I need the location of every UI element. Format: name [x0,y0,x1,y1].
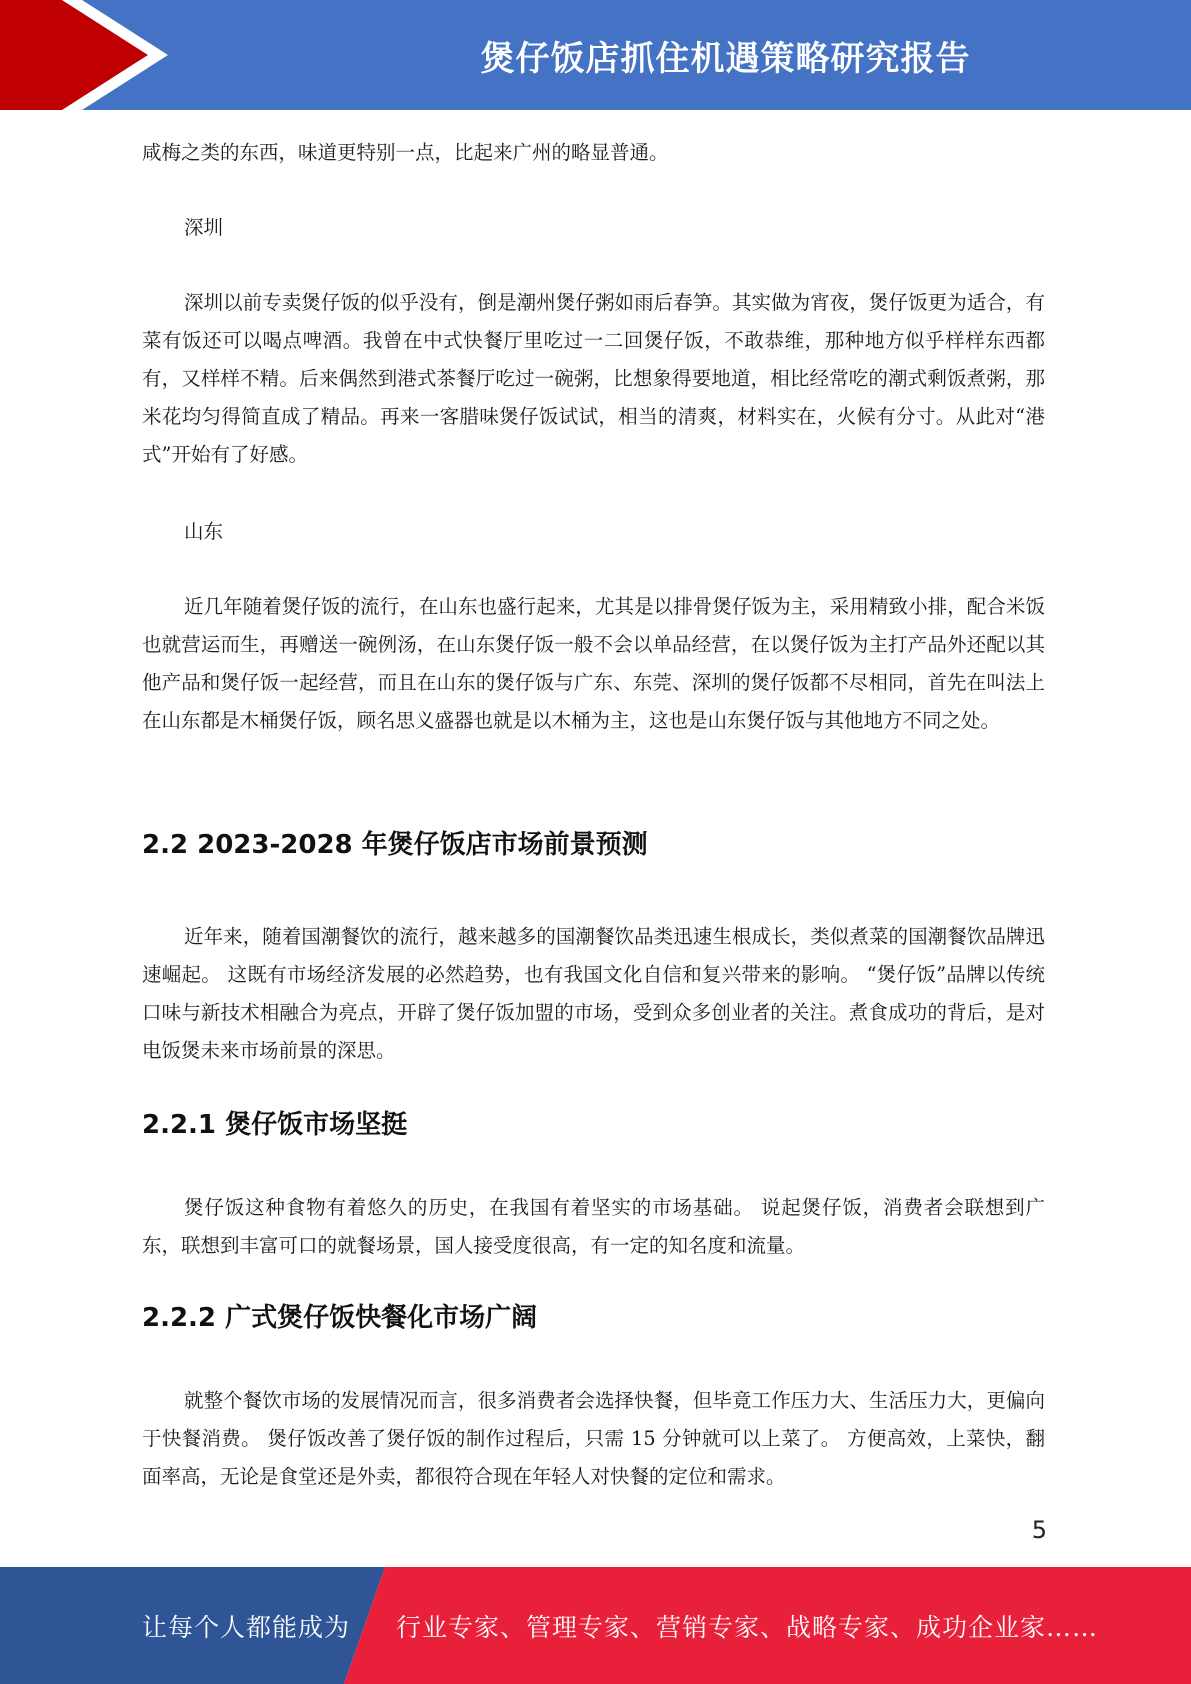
paragraph-shenzhen: 深圳以前专卖煲仔饭的似乎没有，倒是潮州煲仔粥如雨后春笋。其实做为宵夜，煲仔饭更为适合，有菜有饭还可以喝点啤酒。我曾在中式快餐厅里吃过一二回煲仔饭，不敢恭维，那种地方似乎样样东西都有，又样样不精。后来偶然到港式茶餐厅吃过一碗粥，比想象得要地道，相比经常吃的潮式剩饭煮粥，那米花均匀得简直成了精品。再来一客腊味煲仔饭试试，相当的清爽，材料实在，火候有分寸。从此对“港式”开始有了好感。 [142,291,1045,466]
paragraph-2-2-1: 煲仔饭这种食物有着悠久的历史，在我国有着坚实的市场基础。 说起煲仔饭，消费者会联想到广东，联想到丰富可口的就餐场景，国人接受度很高，有一定的知名度和流量。 [142,1196,1045,1257]
page-number: 5 [1031,1516,1047,1544]
report-title: 煲仔饭店抓住机遇策略研究报告 [480,38,971,79]
paragraph-shandong: 近几年随着煲仔饭的流行，在山东也盛行起来，尤其是以排骨煲仔饭为主，采用精致小排，配合米饭也就营运而生，再赠送一碗例汤，在山东煲仔饭一般不会以单品经营，在以煲仔饭为主打产品外还配以其他产品和煲仔饭一起经营，而且在山东的煲仔饭与广东、东莞、深圳的煲仔饭都不尽相同，首先在叫法上在山东都是木桶煲仔饭，顾名思义盛器也就是以木桶为主，这也是山东煲仔饭与其他地方不同之处。 [142,595,1045,732]
paragraph-2-2: 近年来，随着国潮餐饮的流行，越来越多的国潮餐饮品类迅速生根成长，类似煮菜的国潮餐饮品牌迅速崛起。 这既有市场经济发展的必然趋势，也有我国文化自信和复兴带来的影响。 “煲仔饭”品牌以传统口味与新技术相融合为亮点，开辟了煲仔饭加盟的市场，受到众多创业者的关注。煮食成功的背后，是对电饭煲未来市场前景的深思。 [142,925,1045,1062]
section-heading-2-2: 2.2 2023-2028 年煲仔饭店市场前景预测 [142,830,648,860]
subsection-label-shandong: 山东 [184,520,224,543]
footer-slogan-left: 让每个人都能成为 [142,1612,351,1642]
page-footer [0,1567,1191,1684]
section-heading-2-2-1: 2.2.1 煲仔饭市场坚挺 [142,1110,408,1140]
page-header [0,0,1191,110]
subsection-label-shenzhen: 深圳 [184,216,224,239]
section-heading-2-2-2: 2.2.2 广式煲仔饭快餐化市场广阔 [142,1303,538,1333]
paragraph-intro: 咸梅之类的东西，味道更特别一点，比起来广州的略显普通。 [142,141,669,164]
paragraph-2-2-2: 就整个餐饮市场的发展情况而言，很多消费者会选择快餐，但毕竟工作压力大、生活压力大，更偏向于快餐消费。 煲仔饭改善了煲仔饭的制作过程后，只需 15 分钟就可以上菜了。 方便高效，上菜快，翻面率高，无论是食堂还是外卖，都很符合现在年轻人对快餐的定位和需求。 [142,1389,1045,1488]
footer-slogan-right: 行业专家、管理专家、营销专家、战略专家、成功企业家…… [396,1612,1099,1642]
